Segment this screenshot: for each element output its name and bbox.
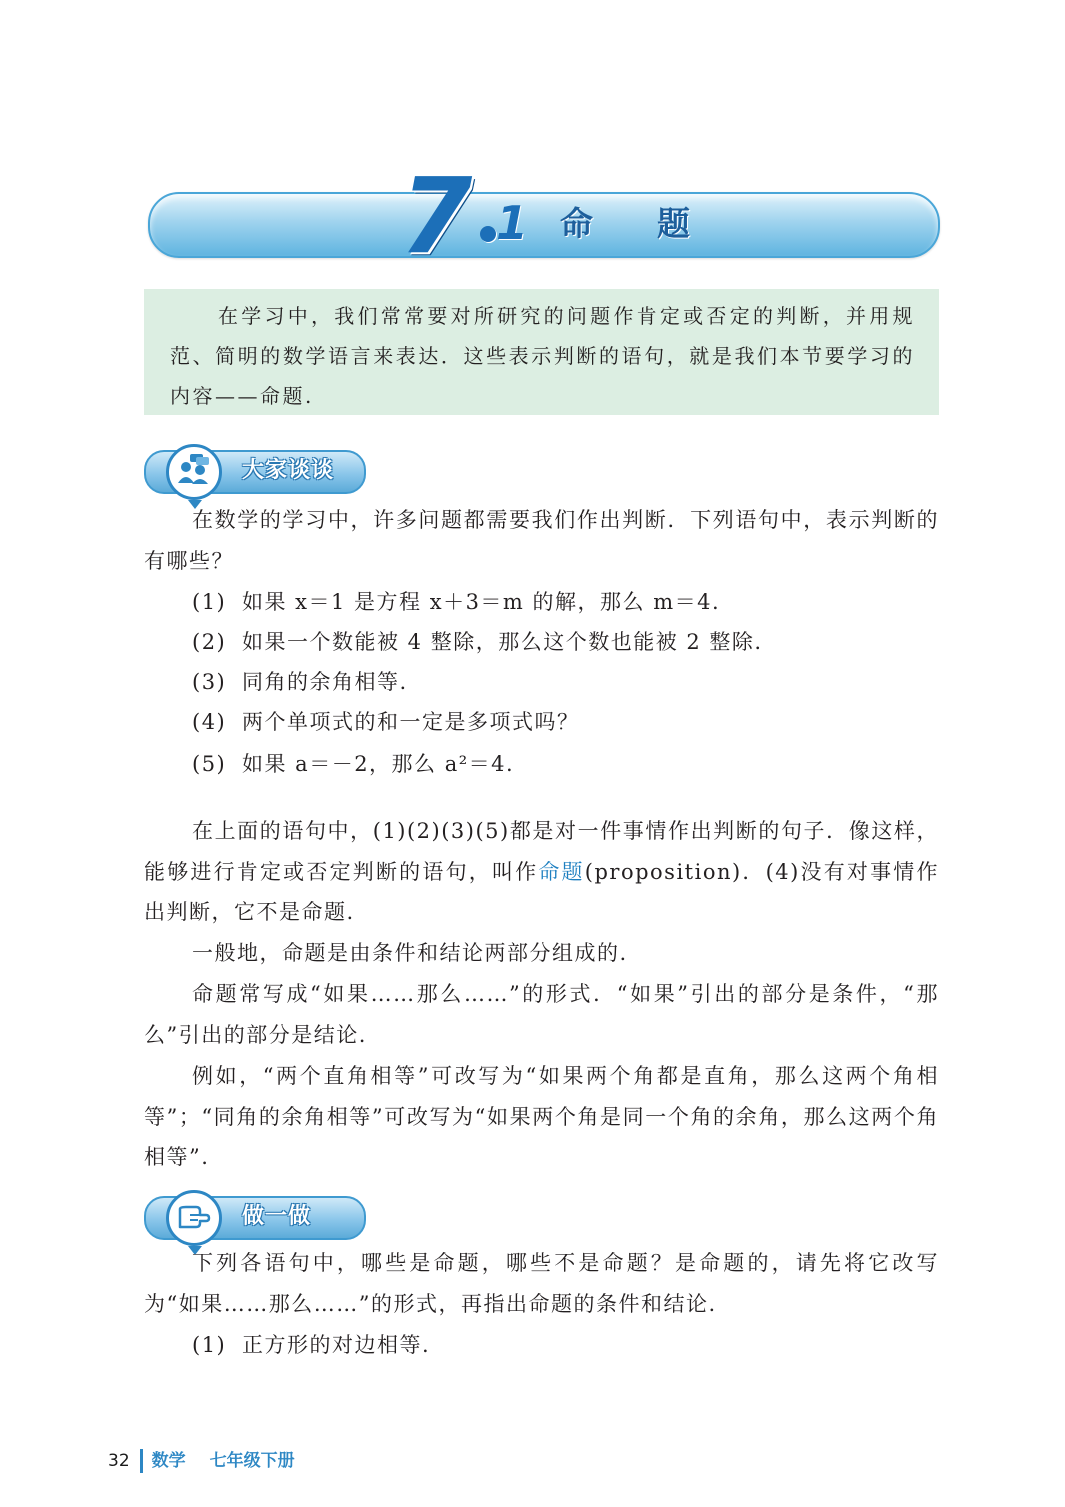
group-chat-icon [166,444,222,500]
discussion-item-3: (3) 同角的余角相等. [192,670,408,694]
pointing-hand-icon [166,1190,222,1246]
practice-label: 做一做 [242,1204,312,1229]
section-title: 命题 [560,204,754,243]
section-number: 1 [496,196,529,250]
discussion-item-1: (1) 如果 x＝1 是方程 x＋3＝m 的解，那么 m＝4. [192,590,721,614]
footer-divider [140,1449,143,1473]
chapter-number: 7 [400,155,473,277]
discussion-item-2: (2) 如果一个数能被 4 整除，那么这个数也能被 2 整除. [192,630,763,654]
term-proposition: 命题 [538,859,585,884]
definition-paragraph: 在上面的语句中，(1)(2)(3)(5)都是对一件事情作出判断的句子．像这样，能够进行肯定或否定判断的语句，叫作命题(proposition)．(4)没有对事情作出判断，它不是命题. [144,819,940,924]
practice-item-1: (1) 正方形的对边相等. [192,1333,431,1357]
practice-header [144,1196,366,1240]
discussion-item-5: (5) 如果 a＝－2，那么 a²＝4. [192,752,515,776]
composition-paragraph: 一般地，命题是由条件和结论两部分组成的. [192,941,628,965]
page-footer [108,1447,295,1475]
section-dot [480,226,496,242]
form-paragraph: 命题常写成“如果……那么……”的形式．“如果”引出的部分是条件，“那么”引出的部分是结论. [144,982,939,1047]
book-title: 数学 七年级下册 [151,1451,295,1471]
practice-instruction: 下列各语句中，哪些是命题，哪些不是命题？是命题的，请先将它改写为“如果……那么……”的形式，再指出命题的条件和结论. [144,1251,939,1316]
discussion-label: 大家谈谈 [242,458,335,483]
intro-box: 在学习中，我们常常要对所研究的问题作肯定或否定的判断，并用规范、简明的数学语言来表达．这些表示判断的语句，就是我们本节要学习的内容——命题. [144,289,939,415]
discussion-item-4: (4) 两个单项式的和一定是多项式吗？ [192,710,580,734]
discussion-header [144,450,366,494]
discussion-question: 在数学的学习中，许多问题都需要我们作出判断．下列语句中，表示判断的有哪些？ [144,508,939,573]
page-number: 32 [108,1451,130,1471]
example-paragraph: 例如，“两个直角相等”可改写为“如果两个角都是直角，那么这两个角相等”；“同角的余角相等”可改写为“如果两个角是同一个角的余角，那么这两个角相等”. [144,1064,939,1169]
section-title-banner [148,155,940,277]
